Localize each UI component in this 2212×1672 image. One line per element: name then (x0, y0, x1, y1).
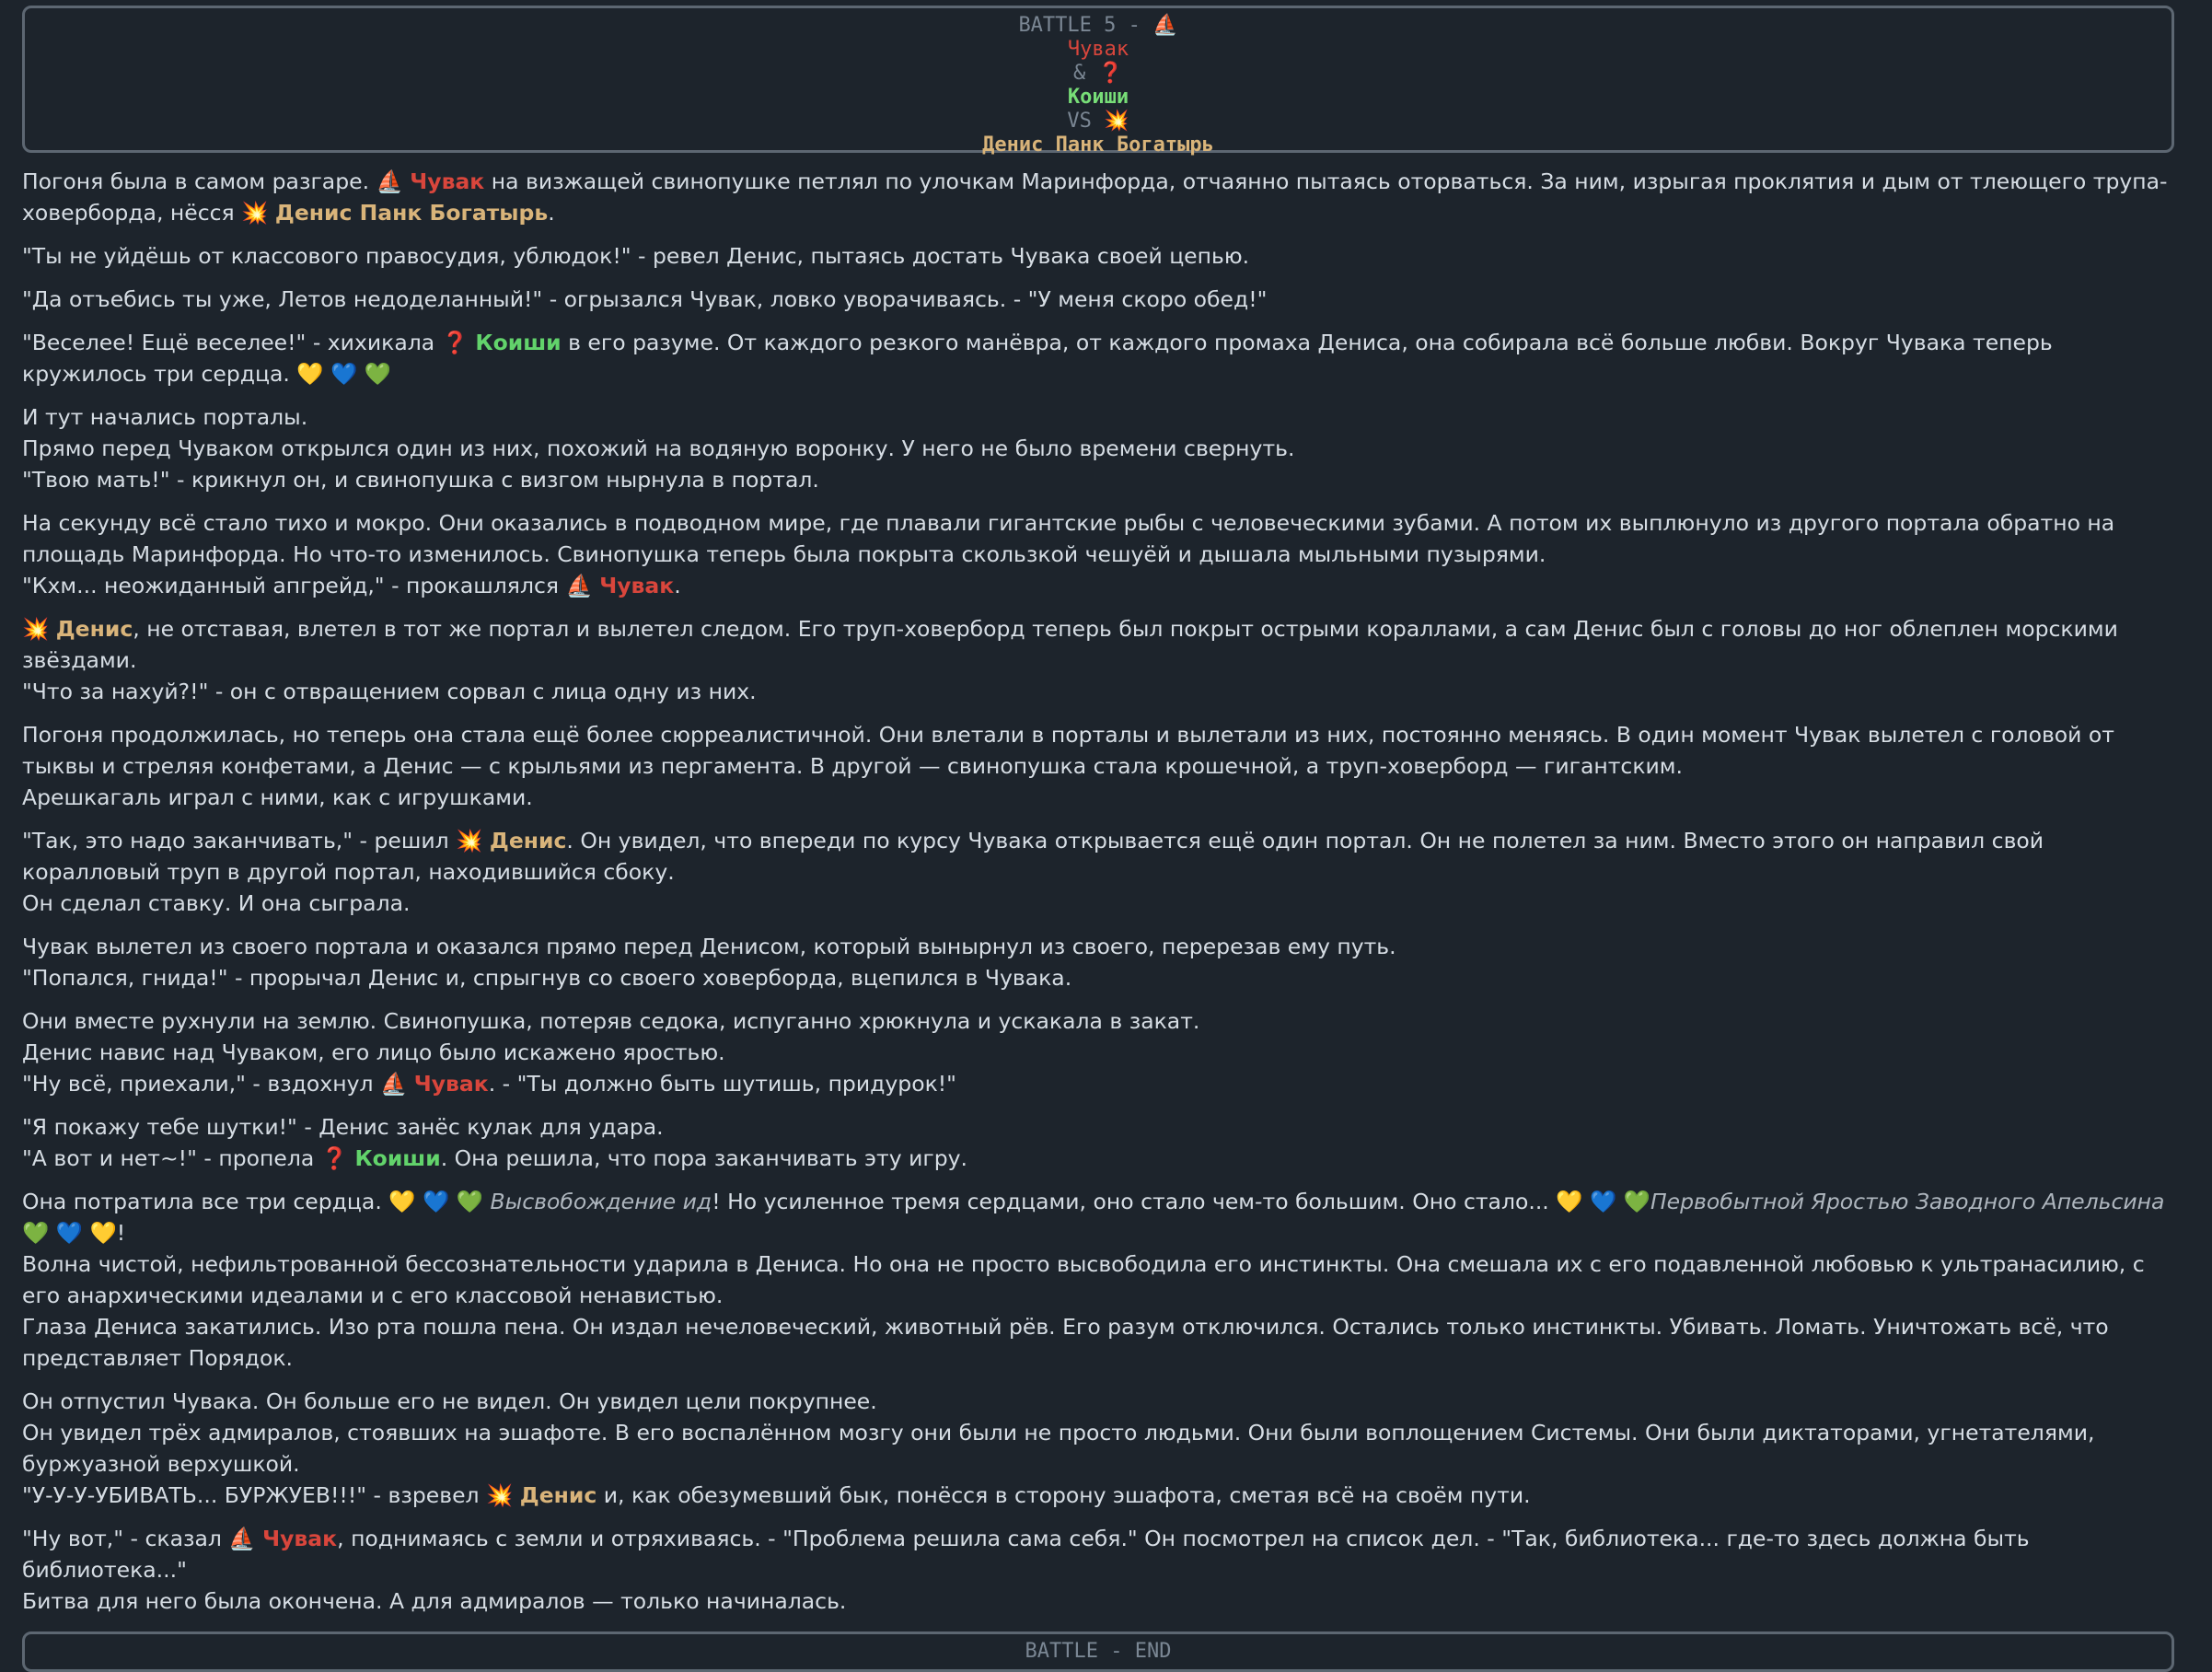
name-chuvak: Чувак (262, 1526, 338, 1551)
battle-number: BATTLE 5 - (1018, 14, 1153, 37)
name-denis: Денис Панк Богатырь (274, 200, 549, 226)
battle-end-label: BATTLE - END (1025, 1640, 1172, 1663)
question-icon: ❓ (320, 1145, 348, 1171)
story-paragraph: 💥 Денис, не отставая, влетел в тот же портал и вылетел следом. Его труп-ховерборд теперь был покрыт острыми кораллами, а сам Денис был с головы до ног облеплен морскими звёздами. "Что за нахуй?!" - он с отвращением сорвал с лица одну из них. (22, 616, 2118, 704)
green-heart-icon: 💚 (22, 1220, 50, 1246)
ampersand: & (1073, 62, 1086, 85)
story-paragraph: "Веселее! Ещё веселее!" - хихикала ❓ Коиши в его разуме. От каждого резкого манёвра, от каждого промаха Дениса, она собирала всё больше любви. Вокруг Чувака теперь кружилось три сердца. 💛 💙 💚 (22, 330, 2053, 387)
fighter-name-chuvak: Чувак (1067, 38, 1129, 61)
name-denis: Денис (489, 828, 567, 853)
name-koishi: Коиши (475, 330, 562, 355)
name-chuvak: Чувак (410, 168, 485, 194)
story-paragraph: Он отпустил Чувака. Он больше его не видел. Он увидел цели покрупнее. Он увидел трёх адмиралов, стоявших на эшафоте. В его воспалённом мозгу они были не просто людьми. Они были воплощением Системы. Они были диктаторами, угнетателями, буржуазной верхушкой. "У-У-У-УБИВАТЬ... БУРЖУЕВ!!!" - взревел 💥 Денис и, как обезумевший бык, понёсся в сторону эшафота, сметая всё на своём пути. (22, 1388, 2095, 1508)
battle-footer (22, 1631, 2174, 1672)
story-paragraph: "Да отъебись ты уже, Летов недоделанный!" - огрызался Чувак, ловко уворачиваясь. - "У меня скоро обед!" (22, 286, 1268, 312)
fighter-name-denis: Денис Панк Богатырь (982, 134, 1214, 157)
story-paragraph: "Ты не уйдёшь от классового правосудия, ублюдок!" - ревел Денис, пытаясь достать Чувака своей цепью. (22, 243, 1250, 269)
versus-label: VS (1067, 110, 1092, 133)
name-chuvak: Чувак (599, 573, 675, 598)
yellow-heart-icon: 💛 (296, 361, 324, 387)
blue-heart-icon: 💙 (55, 1220, 84, 1246)
explosion-icon: 💥 (1104, 110, 1129, 133)
name-denis: Денис (55, 616, 133, 642)
story-paragraph: Она потратила все три сердца. 💛 💙 💚 Высвобождение ид! Но усиленное тремя сердцами, оно стало чем-то большим. Оно стало... 💛 💙 💚Первобытной Яростью Заводного Апельсина 💚 💙 💛! Волна чистой, нефильтрованной бессознательности ударила в Дениса. Но она не просто высвободила его инстинкты. Она смешала их с его подавленной любовью к ультранасилию, с его анархическими идеалами и с его классовой ненавистью. Глаза Дениса закатились. Изо рта пошла пена. Он издал нечеловеческий, животный рёв. Его разум отключился. Остались только инстинкты. Убивать. Ломать. Уничтожать всё, что представляет Порядок. (22, 1189, 2165, 1371)
explosion-icon: 💥 (486, 1482, 514, 1508)
story-paragraph: Погоня продолжилась, но теперь она стала ещё более сюрреалистичной. Они влетали в порталы и вылетали из них, постоянно меняясь. В один момент Чувак вылетел с головой от тыквы и стреляя конфетами, а Денис — с крыльями из пергамента. В другой — свинопушка стала крошечной, а труп-ховерборд — гигантским. Арешкагаль играл с ними, как с игрушками. (22, 722, 2114, 810)
fighter-name-koishi: Коиши (1067, 86, 1129, 109)
explosion-icon: 💥 (22, 616, 50, 642)
story-paragraph: "Ну вот," - сказал ⛵ Чувак, поднимаясь с земли и отряхиваясь. - "Проблема решила сама себя." Он посмотрел на список дел. - "Так, библиотека... где-то здесь должна быть библиотека..." Битва для него была окончена. А для адмиралов — только начиналась. (22, 1526, 2030, 1614)
battle-title (25, 14, 2171, 38)
story-paragraph: На секунду всё стало тихо и мокро. Они оказались в подводном мире, где плавали гигантские рыбы с человеческими зубами. А потом их выплюнуло из другого портала обратно на площадь Маринфорда. Но что-то изменилось. Свинопушка теперь была покрыта скользкой чешуёй и дышала мыльными пузырями. "Кхм... неожиданный апгрейд," - прокашлялся ⛵ Чувак. (22, 510, 2115, 598)
blue-heart-icon: 💙 (330, 361, 358, 387)
blue-heart-icon: 💙 (1589, 1189, 1617, 1214)
yellow-heart-icon: 💛 (388, 1189, 416, 1214)
blue-heart-icon: 💙 (423, 1189, 450, 1214)
question-icon: ❓ (441, 330, 469, 355)
yellow-heart-icon: 💛 (1556, 1189, 1583, 1214)
name-chuvak: Чувак (413, 1071, 489, 1097)
boat-icon: ⛵ (1152, 14, 1178, 37)
team-line (25, 62, 2171, 86)
name-denis: Денис (519, 1482, 597, 1508)
story-paragraph: И тут начались порталы. Прямо перед Чуваком открылся один из них, похожий на водяную воронку. У него не было времени свернуть. "Твою мать!" - крикнул он, и свинопушка с визгом нырнула в портал. (22, 404, 1295, 493)
story-paragraph: Чувак вылетел из своего портала и оказался прямо перед Денисом, который вынырнул из своего, перерезав ему путь. "Попался, гнида!" - прорычал Денис и, спрыгнув со своего ховерборда, вцепился в Чувака. (22, 934, 1396, 991)
green-heart-icon: 💚 (1623, 1189, 1650, 1214)
story-text (22, 166, 2174, 1617)
green-heart-icon: 💚 (456, 1189, 484, 1214)
story-paragraph: "Так, это надо заканчивать," - решил 💥 Денис. Он увидел, что впереди по курсу Чувака открывается ещё один портал. Он не полетел за ним. Вместо этого он направил свой коралловый труп в другой портал, находившийся сбоку. Он сделал ставку. И она сыграла. (22, 828, 2044, 916)
boat-icon: ⛵ (228, 1526, 256, 1551)
battle-log (22, 6, 2174, 1672)
boat-icon: ⛵ (376, 168, 403, 194)
explosion-icon: 💥 (241, 200, 269, 226)
skill-name-upgraded: Первобытной Яростью Заводного Апельсина (1650, 1189, 2165, 1214)
explosion-icon: 💥 (456, 828, 483, 853)
name-koishi: Коиши (354, 1145, 441, 1171)
question-icon: ❓ (1097, 62, 1123, 85)
green-heart-icon: 💚 (364, 361, 392, 387)
yellow-heart-icon: 💛 (89, 1220, 117, 1246)
boat-icon: ⛵ (379, 1071, 408, 1097)
story-paragraph: "Я покажу тебе шутки!" - Денис занёс кулак для удара. "А вот и нет~!" - пропела ❓ Коиши. Она решила, что пора заканчивать эту игру. (22, 1114, 968, 1171)
skill-name: Высвобождение ид (490, 1189, 712, 1214)
boat-icon: ⛵ (565, 573, 593, 598)
versus-line (25, 110, 2171, 134)
battle-header (22, 6, 2174, 157)
story-paragraph: Они вместе рухнули на землю. Свинопушка, потеряв седока, испуганно хрюкнула и ускакала в закат. Денис навис над Чуваком, его лицо было искажено яростью. "Ну всё, приехали," - вздохнул ⛵ Чувак. - "Ты должно быть шутишь, придурок!" (22, 1008, 1200, 1097)
story-paragraph: Погоня была в самом разгаре. ⛵ Чувак на визжащей свинопушке петлял по улочкам Маринфорда, отчаянно пытаясь оторваться. За ним, изрыгая проклятия и дым от тлеющего трупа-ховерборда, нёсся 💥 Денис Панк Богатырь. (22, 168, 2168, 226)
